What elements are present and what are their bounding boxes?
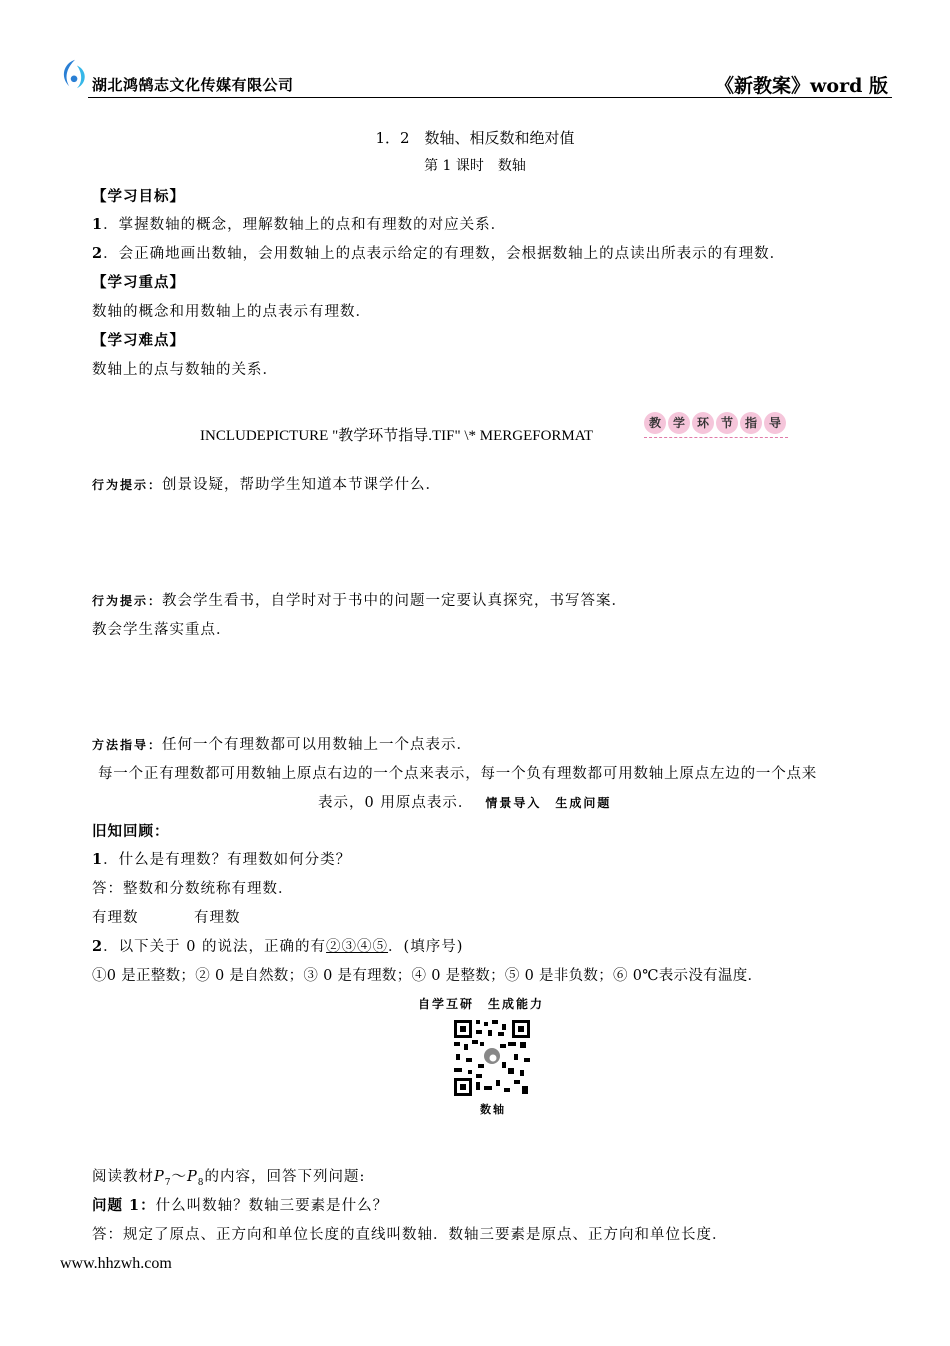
review-q1-number: 1: [92, 851, 104, 868]
hint-2: [92, 589, 627, 610]
reading-p8-sub: 8: [197, 1177, 205, 1188]
method-line-3: 表示，0 用原点表示．: [318, 795, 474, 811]
review-q2-text: ．以下关于 0 的说法，正确的有: [103, 939, 327, 955]
goal-1-number: 1: [92, 216, 104, 233]
reading-p8: P: [187, 1169, 198, 1185]
hint-1-label: 行为提示：: [92, 478, 163, 492]
question-1-text: 什么叫数轴？数轴三要素是什么？: [155, 1198, 389, 1214]
badge-char: 环: [692, 412, 714, 434]
focus-heading: 【学习重点】: [92, 274, 185, 291]
method-text: 任何一个有理数都可以用数轴上一个点表示．: [162, 737, 473, 753]
goal-1: [92, 213, 506, 234]
badge-char: 教: [644, 412, 666, 434]
badge-char: 导: [764, 412, 786, 434]
scene-tag: 情景导入 生成问题: [485, 796, 612, 810]
goal-2-text: ．会正确地画出数轴，会用数轴上的点表示给定的有理数，会根据数轴上的点读出所表示的有理数．: [103, 246, 786, 262]
badge-char: 节: [716, 412, 738, 434]
hint-2-line-2: 教会学生落实重点．: [92, 622, 232, 638]
reading-p7-sub: 7: [164, 1177, 172, 1188]
goal-2: [92, 242, 785, 263]
review-q2-text-after: ．(填序号): [388, 939, 464, 955]
goals-heading: 【学习目标】: [92, 188, 185, 205]
goal-1-text: ．掌握数轴的概念，理解数轴上的点和有理数的对应关系．: [103, 217, 507, 233]
lesson-title: 1．2 数轴、相反数和绝对值: [375, 129, 575, 147]
review-q2-answer: ②③④⑤: [326, 939, 389, 955]
reading-intro: [92, 1165, 365, 1188]
header-divider: [88, 97, 892, 98]
include-picture-field: INCLUDEPICTURE "教学环节指导.TIF" \* MERGEFORMAT: [200, 428, 594, 444]
hint-2-label: 行为提示：: [92, 594, 163, 608]
brand-label: 《新教案》word 版: [715, 75, 888, 97]
review-q2-number: 2: [92, 938, 104, 955]
method-line-3-row: [318, 791, 611, 812]
reading-p7: P: [154, 1169, 165, 1185]
review-a1: 答：整数和分数统称有理数．: [92, 881, 294, 897]
review-heading: 旧知回顾：: [92, 823, 170, 840]
difficulty-heading: 【学习难点】: [92, 332, 185, 349]
badge-char: 指: [740, 412, 762, 434]
review-q2-options: ①0 是正整数；② 0 是自然数；③ 0 是有理数；④ 0 是整数；⑤ 0 是非负数；⑥ 0℃表示没有温度．: [92, 968, 763, 984]
company-logo-icon: [56, 56, 94, 94]
method-line-2: 每一个正有理数都可用数轴上原点右边的一个点来表示，每一个负有理数都可用数轴上原点左边的一个点来: [98, 766, 818, 782]
review-q1: [92, 848, 351, 869]
company-name: 湖北鸿鹄志文化传媒有限公司: [92, 76, 294, 94]
difficulty-text: 数轴上的点与数轴的关系．: [92, 362, 278, 378]
review-a1-line2-right: 有理数: [194, 910, 241, 926]
self-study-tag: 自学互研 生成能力: [418, 997, 545, 1011]
hint-2-text: 教会学生看书，自学时对于书中的问题一定要认真探究，书写答案．: [162, 593, 628, 609]
reading-tilde: ～: [171, 1169, 187, 1185]
qr-code-icon: [452, 1018, 532, 1098]
hint-1: [92, 473, 441, 494]
question-1: [92, 1194, 388, 1215]
method-guide: [92, 733, 472, 754]
qr-caption: 数轴: [480, 1103, 506, 1116]
method-label: 方法指导：: [92, 738, 163, 752]
badge-char: 学: [668, 412, 690, 434]
section-badge: [644, 412, 788, 438]
goal-2-number: 2: [92, 245, 104, 262]
question-1-label: 问题 1：: [92, 1197, 156, 1214]
review-q1-text: ．什么是有理数？有理数如何分类？: [103, 852, 352, 868]
focus-text: 数轴的概念和用数轴上的点表示有理数．: [92, 304, 371, 320]
lesson-subtitle: 第 1 课时 数轴: [424, 158, 526, 174]
reading-intro-before: 阅读教材: [92, 1169, 154, 1185]
review-q2: [92, 935, 463, 956]
reading-intro-after: 的内容，回答下列问题:: [204, 1169, 366, 1185]
question-1-answer: 答：规定了原点、正方向和单位长度的直线叫数轴．数轴三要素是原点、正方向和单位长度．: [92, 1227, 728, 1243]
hint-1-text: 创景设疑，帮助学生知道本节课学什么．: [162, 477, 442, 493]
footer-url[interactable]: www.hhzwh.com: [60, 1255, 172, 1272]
review-a1-line2-left: 有理数: [92, 910, 139, 926]
